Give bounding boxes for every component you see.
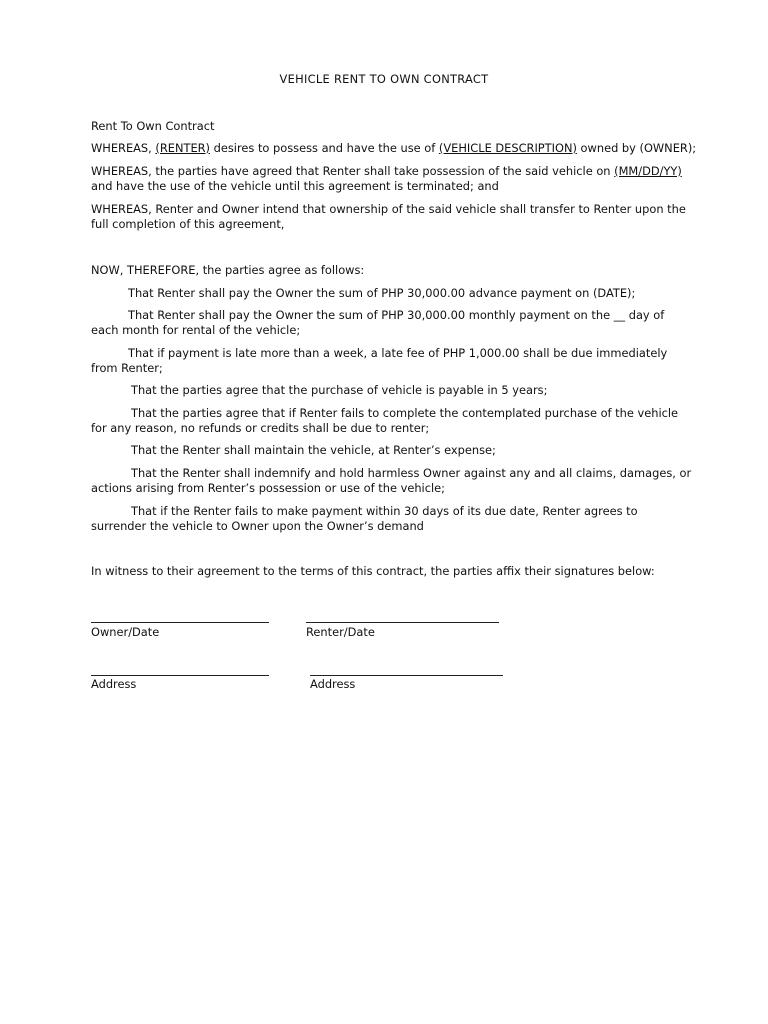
clause-5-line-1: That the parties agree that if Renter fails to complete the contemplated purchase of the vehicle [131, 406, 679, 420]
clause-4-line-1: That the parties agree that the purchase of vehicle is payable in 5 years; [131, 383, 548, 397]
whereas-1-text-c: owned by (OWNER); [576, 141, 697, 155]
clause-3 [91, 346, 691, 376]
whereas-3-line-2: full completion of this agreement, [91, 217, 285, 231]
clause-6-line-1: That the Renter shall maintain the vehicle, at Renter’s expense; [131, 443, 496, 457]
witness-statement: In witness to their agreement to the terms of this contract, the parties affix their signatures below: [91, 564, 655, 578]
clause-3-line-1: That if payment is late more than a week, a late fee of PHP 1,000.00 shall be due immediately [128, 346, 668, 360]
renter-date-label: Renter/Date [306, 625, 375, 639]
clause-2-line-2: each month for rental of the vehicle; [91, 323, 301, 337]
owner-date-label: Owner/Date [91, 625, 160, 639]
clause-8-line-2: surrender the vehicle to Owner upon the Owner’s demand [91, 519, 424, 533]
clause-7-line-1: That the Renter shall indemnify and hold harmless Owner against any and all claims, damages, or [131, 466, 692, 480]
whereas-1-text-a: WHEREAS, [91, 141, 156, 155]
owner-address-label: Address [91, 677, 137, 691]
whereas-clause-1 [91, 141, 697, 156]
now-therefore-statement: NOW, THEREFORE, the parties agree as follows: [91, 263, 365, 277]
document-title: VEHICLE RENT TO OWN CONTRACT [279, 72, 489, 86]
clause-3-line-2: from Renter; [91, 361, 163, 375]
renter-signature-line [306, 622, 499, 623]
clause-1-line-1: That Renter shall pay the Owner the sum of PHP 30,000.00 advance payment on (DATE); [128, 286, 636, 300]
clause-8 [91, 504, 691, 534]
whereas-clause-3 [91, 202, 691, 232]
clause-5 [91, 406, 691, 436]
clause-7 [91, 466, 691, 496]
clause-7-line-2: actions arising from Renter’s possession or use of the vehicle; [91, 481, 445, 495]
clause-5-line-2: for any reason, no refunds or credits shall be due to renter; [91, 421, 430, 435]
whereas-3-line-1: WHEREAS, Renter and Owner intend that ownership of the said vehicle shall transfer to Renter upon the [91, 202, 686, 216]
date-placeholder: (MM/DD/YY) [614, 164, 682, 178]
whereas-1-text-b: desires to possess and have the use of [210, 141, 439, 155]
renter-address-line [310, 675, 503, 676]
contract-heading: Rent To Own Contract [91, 119, 215, 133]
clause-4 [91, 383, 691, 398]
clause-2 [91, 308, 691, 338]
whereas-2-text-a: WHEREAS, the parties have agreed that Renter shall take possession of the said vehicle on [91, 164, 615, 178]
vehicle-description-placeholder: (VEHICLE DESCRIPTION) [438, 141, 577, 155]
whereas-clause-2 [91, 164, 691, 194]
whereas-2-line-2: and have the use of the vehicle until this agreement is terminated; and [91, 179, 499, 193]
clause-2-line-1: That Renter shall pay the Owner the sum of PHP 30,000.00 monthly payment on the __ day of [128, 308, 665, 322]
clause-6 [91, 443, 691, 458]
clause-8-line-1: That if the Renter fails to make payment within 30 days of its due date, Renter agrees to [131, 504, 638, 518]
renter-placeholder: (RENTER) [155, 141, 210, 155]
owner-address-line [91, 675, 269, 676]
owner-signature-line [91, 622, 269, 623]
clause-1 [91, 286, 691, 301]
renter-address-label: Address [310, 677, 356, 691]
